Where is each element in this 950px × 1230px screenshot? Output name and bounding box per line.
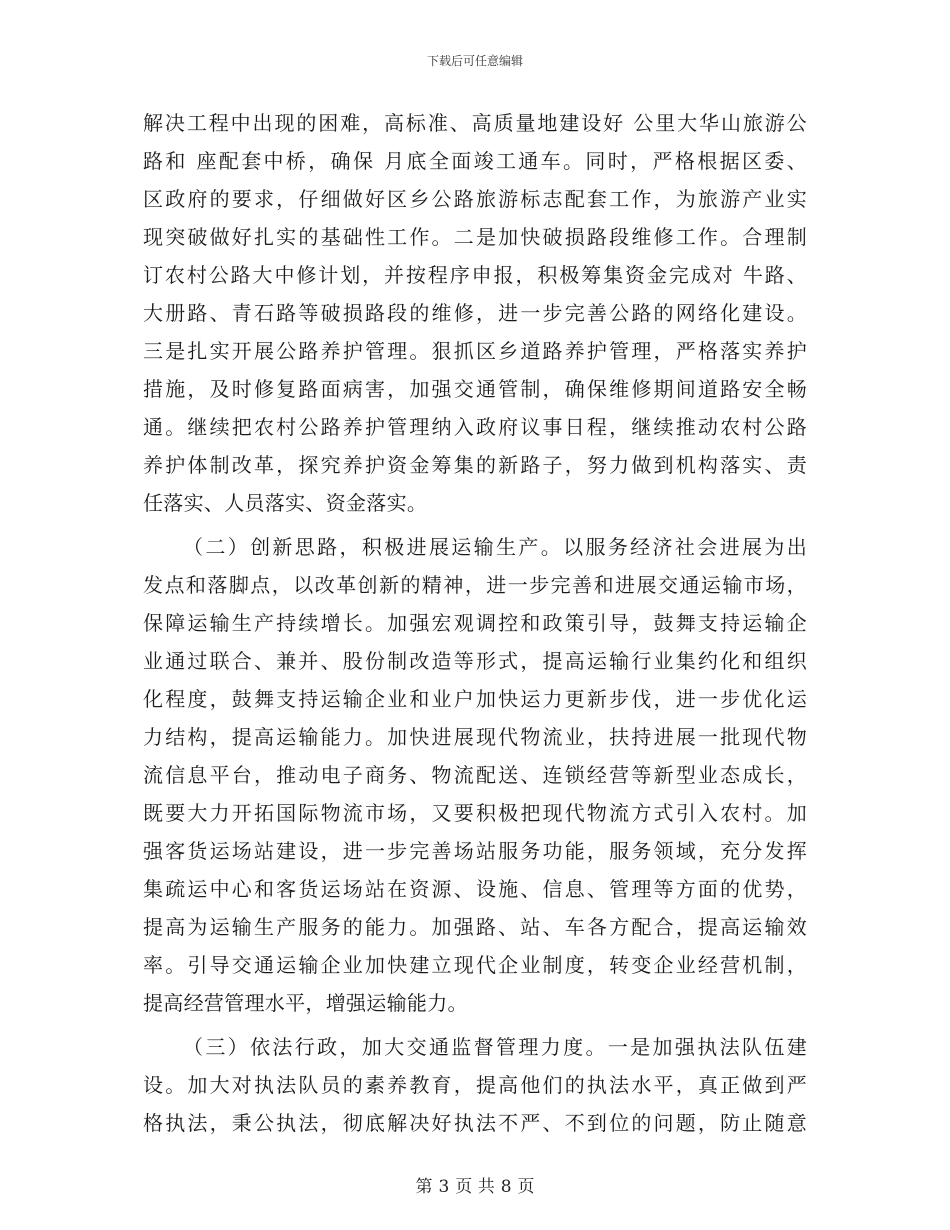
text-line: 化程度，鼓舞支持运输企业和业户加快运力更新步伐，进一步优化运: [143, 687, 807, 711]
text-line: 流信息平台，推动电子商务、物流配送、连锁经营等新型业态成长，: [143, 763, 807, 787]
text-line: 任落实、人员落实、资金落实。: [143, 491, 428, 515]
document-body: [143, 104, 807, 1142]
text-line: 提高经营管理水平，增强运输能力。: [143, 991, 468, 1015]
page-footer: [0, 1172, 950, 1197]
text-line: （三）依法行政，加大交通监督管理力度。一是加强执法队伍建: [183, 1035, 807, 1059]
text-line: 强客货运场站建设，进一步完善场站服务功能，服务领域，充分发挥: [143, 839, 807, 863]
text-line: 集疏运中心和客货运场站在资源、设施、信息、管理等方面的优势，: [143, 877, 807, 901]
text-line: 通。继续把农村公路养护管理纳入政府议事日程，继续推动农村公路: [143, 415, 807, 439]
footer-prefix: 第: [415, 1177, 433, 1197]
text-line: 订农村公路大中修计划，并按程序申报，积极筹集资金完成对 牛路、: [143, 263, 807, 287]
footer-middle: 页 共: [455, 1177, 495, 1197]
text-line: 解决工程中出现的困难，高标准、高质量地建设好 公里大华山旅游公: [143, 111, 807, 135]
text-line: 设。加大对执法队员的素养教育，提高他们的执法水平，真正做到严: [143, 1073, 807, 1097]
text-line: 力结构，提高运输能力。加快进展现代物流业，扶持进展一批现代物: [143, 725, 807, 749]
text-line: 大册路、青石路等破损路段的维修，进一步完善公路的网络化建设。: [143, 301, 807, 325]
paragraph-3: [143, 1028, 807, 1142]
text-line: 发点和落脚点，以改革创新的精神，进一步完善和进展交通运输市场，: [143, 573, 807, 597]
paragraph-2: [143, 528, 807, 1022]
footer-total-pages: 8: [500, 1177, 512, 1197]
text-line: 三是扎实开展公路养护管理。狠抓区乡道路养护管理，严格落实养护: [143, 339, 807, 363]
paragraph-1: [143, 104, 807, 522]
text-line: 提高为运输生产服务的能力。加强路、站、车各方配合，提高运输效: [143, 915, 807, 939]
footer-page-number: 3: [438, 1177, 450, 1197]
text-line: 养护体制改革，探究养护资金筹集的新路子，努力做到机构落实、责: [143, 453, 807, 477]
text-line: 保障运输生产持续增长。加强宏观调控和政策引导，鼓舞支持运输企: [143, 611, 807, 635]
text-line: （二）创新思路，积极进展运输生产。以服务经济社会进展为出: [183, 535, 807, 559]
text-line: 路和 座配套中桥，确保 月底全面竣工通车。同时，严格根据区委、: [143, 149, 807, 173]
text-line: 格执法，秉公执法，彻底解决好执法不严、不到位的问题，防止随意: [143, 1111, 807, 1135]
text-line: 业通过联合、兼并、股份制改造等形式，提高运输行业集约化和组织: [143, 649, 807, 673]
text-line: 既要大力开拓国际物流市场，又要积极把现代物流方式引入农村。加: [143, 801, 807, 825]
text-line: 区政府的要求，仔细做好区乡公路旅游标志配套工作，为旅游产业实: [143, 187, 807, 211]
text-line: 现突破做好扎实的基础性工作。二是加快破损路段维修工作。合理制: [143, 225, 807, 249]
page-header-note: 下载后可任意编辑: [426, 54, 523, 68]
footer-suffix: 页: [517, 1177, 535, 1197]
text-line: 措施，及时修复路面病害，加强交通管制，确保维修期间道路安全畅: [143, 377, 807, 401]
text-line: 率。引导交通运输企业加快建立现代企业制度，转变企业经营机制，: [143, 953, 807, 977]
